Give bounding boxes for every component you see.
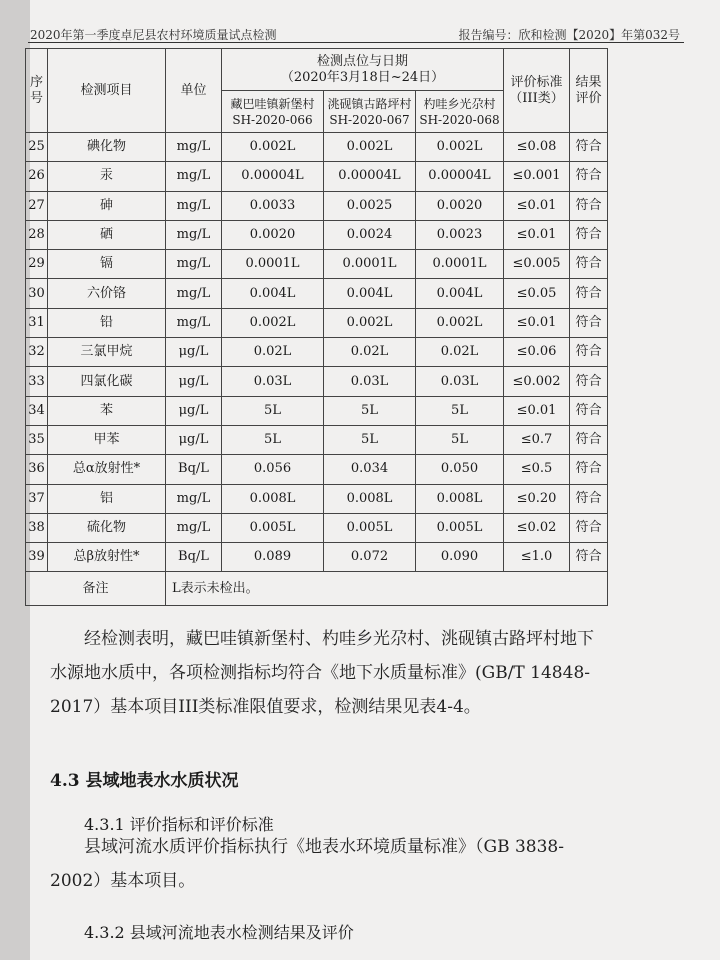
row-standard: ≤0.005	[504, 250, 570, 279]
header-group-title: 检测点位与日期	[316, 53, 408, 69]
row-site2-value: 0.0025	[324, 191, 416, 220]
row-result: 符合	[570, 425, 608, 454]
row-site2-value: 0.034	[324, 455, 416, 484]
row-site1-value: 5L	[222, 396, 324, 425]
row-unit: μg/L	[166, 338, 222, 367]
row-result: 符合	[570, 367, 608, 396]
row-site3-value: 0.090	[416, 543, 504, 572]
row-seq: 29	[26, 250, 48, 279]
row-standard: ≤0.002	[504, 367, 570, 396]
row-result: 符合	[570, 162, 608, 191]
page-header	[30, 22, 680, 44]
row-site1-value: 0.02L	[222, 338, 324, 367]
table-row	[26, 367, 608, 396]
row-site1-value: 0.008L	[222, 484, 324, 513]
header-site-1: 藏巴哇镇新堡村SH-2020-066	[222, 91, 324, 133]
water-quality-table	[25, 48, 608, 606]
row-item: 铝	[48, 484, 166, 513]
report-number: 报告编号：欣和检测【2020】年第032号	[458, 28, 680, 42]
row-item: 三氯甲烷	[48, 338, 166, 367]
row-unit: mg/L	[166, 484, 222, 513]
row-site1-value: 0.0001L	[222, 250, 324, 279]
row-site3-value: 0.002L	[416, 308, 504, 337]
row-seq: 36	[26, 455, 48, 484]
table-row	[26, 162, 608, 191]
row-seq: 25	[26, 133, 48, 162]
table-row	[26, 308, 608, 337]
section-heading-4-3-2: 4.3.2 县域河流地表水检测结果及评价	[84, 923, 354, 942]
table-row	[26, 220, 608, 249]
row-unit: μg/L	[166, 367, 222, 396]
row-result: 符合	[570, 133, 608, 162]
row-site1-value: 0.005L	[222, 513, 324, 542]
standard-paragraph-text: 县域河流水质评价指标执行《地表水环境质量标准》（GB 3838-2002）基本项目。	[50, 837, 564, 891]
row-item: 镉	[48, 250, 166, 279]
row-site3-value: 0.00004L	[416, 162, 504, 191]
section-heading-4-3-1: 4.3.1 评价指标和评价标准	[84, 815, 274, 834]
row-result: 符合	[570, 279, 608, 308]
row-unit: mg/L	[166, 308, 222, 337]
row-item: 碘化物	[48, 133, 166, 162]
row-unit: mg/L	[166, 133, 222, 162]
row-site3-value: 0.004L	[416, 279, 504, 308]
row-site2-value: 0.0024	[324, 220, 416, 249]
table-row	[26, 543, 608, 572]
row-unit: mg/L	[166, 162, 222, 191]
row-seq: 31	[26, 308, 48, 337]
standard-paragraph	[50, 830, 610, 898]
row-result: 符合	[570, 338, 608, 367]
row-item: 四氯化碳	[48, 367, 166, 396]
row-standard: ≤0.08	[504, 133, 570, 162]
header-item: 检测项目	[48, 49, 166, 133]
row-item: 砷	[48, 191, 166, 220]
row-site2-value: 0.072	[324, 543, 416, 572]
table-row	[26, 133, 608, 162]
table-row	[26, 484, 608, 513]
row-site2-value: 5L	[324, 396, 416, 425]
row-standard: ≤0.01	[504, 396, 570, 425]
conclusion-paragraph: 经检测表明，藏巴哇镇新堡村、杓哇乡光尕村、洮砚镇古路坪村地下水源地水质中，各项检测指标均符合《地下水质量标准》(GB/T 14848-2017）基本项目III类标准限值要求，检测结果见表4-4。	[50, 629, 594, 717]
row-item: 硒	[48, 220, 166, 249]
table-row	[26, 513, 608, 542]
row-seq: 28	[26, 220, 48, 249]
row-site1-value: 0.0020	[222, 220, 324, 249]
row-site2-value: 5L	[324, 425, 416, 454]
row-unit: Bq/L	[166, 543, 222, 572]
row-site3-value: 0.050	[416, 455, 504, 484]
row-site1-value: 0.056	[222, 455, 324, 484]
row-site1-value: 0.002L	[222, 133, 324, 162]
row-item: 铅	[48, 308, 166, 337]
row-site3-value: 0.0001L	[416, 250, 504, 279]
row-site1-value: 0.03L	[222, 367, 324, 396]
header-standard: 评价标准（III类）	[504, 49, 570, 133]
row-site2-value: 0.004L	[324, 279, 416, 308]
row-result: 符合	[570, 308, 608, 337]
row-site3-value: 0.03L	[416, 367, 504, 396]
row-item: 苯	[48, 396, 166, 425]
table-row	[26, 191, 608, 220]
header-title: 2020年第一季度卓尼县农村环境质量试点检测	[30, 28, 277, 42]
row-seq: 38	[26, 513, 48, 542]
row-seq: 30	[26, 279, 48, 308]
row-site1-value: 0.0033	[222, 191, 324, 220]
row-site2-value: 0.0001L	[324, 250, 416, 279]
row-standard: ≤0.01	[504, 220, 570, 249]
row-seq: 33	[26, 367, 48, 396]
header-group-date: （2020年3月18日~24日）	[280, 69, 445, 85]
row-result: 符合	[570, 250, 608, 279]
row-unit: μg/L	[166, 425, 222, 454]
row-site3-value: 0.005L	[416, 513, 504, 542]
row-site2-value: 0.005L	[324, 513, 416, 542]
row-site1-value: 0.089	[222, 543, 324, 572]
row-unit: mg/L	[166, 191, 222, 220]
row-unit: mg/L	[166, 250, 222, 279]
row-unit: mg/L	[166, 513, 222, 542]
row-standard: ≤0.001	[504, 162, 570, 191]
header-seq: 序号	[26, 49, 48, 133]
header-sites-group	[222, 49, 504, 91]
row-site3-value: 0.02L	[416, 338, 504, 367]
row-seq: 27	[26, 191, 48, 220]
row-standard: ≤0.20	[504, 484, 570, 513]
header-result: 结果评价	[570, 49, 608, 133]
row-site2-value: 0.00004L	[324, 162, 416, 191]
row-unit: μg/L	[166, 396, 222, 425]
row-seq: 32	[26, 338, 48, 367]
note-label: 备注	[26, 572, 166, 606]
table-row	[26, 279, 608, 308]
table-row	[26, 396, 608, 425]
row-standard: ≤0.02	[504, 513, 570, 542]
row-site2-value: 0.008L	[324, 484, 416, 513]
note-text: L表示未检出。	[166, 572, 608, 606]
row-seq: 39	[26, 543, 48, 572]
row-item: 汞	[48, 162, 166, 191]
row-result: 符合	[570, 484, 608, 513]
row-result: 符合	[570, 543, 608, 572]
row-site1-value: 0.002L	[222, 308, 324, 337]
row-standard: ≤1.0	[504, 543, 570, 572]
row-standard: ≤0.06	[504, 338, 570, 367]
row-unit: Bq/L	[166, 455, 222, 484]
section-heading-4-3: 4.3 县域地表水水质状况	[50, 771, 239, 791]
row-site3-value: 0.0023	[416, 220, 504, 249]
row-site2-value: 0.002L	[324, 133, 416, 162]
row-standard: ≤0.01	[504, 191, 570, 220]
row-seq: 26	[26, 162, 48, 191]
row-result: 符合	[570, 396, 608, 425]
row-item: 硫化物	[48, 513, 166, 542]
row-item: 总α放射性*	[48, 455, 166, 484]
row-standard: ≤0.5	[504, 455, 570, 484]
table-row	[26, 250, 608, 279]
table-row	[26, 455, 608, 484]
row-unit: mg/L	[166, 279, 222, 308]
row-seq: 34	[26, 396, 48, 425]
row-item: 六价铬	[48, 279, 166, 308]
row-result: 符合	[570, 191, 608, 220]
row-site3-value: 5L	[416, 425, 504, 454]
row-seq: 37	[26, 484, 48, 513]
row-site3-value: 0.002L	[416, 133, 504, 162]
row-result: 符合	[570, 513, 608, 542]
row-site3-value: 0.008L	[416, 484, 504, 513]
row-site1-value: 0.00004L	[222, 162, 324, 191]
header-unit: 单位	[166, 49, 222, 133]
row-site2-value: 0.03L	[324, 367, 416, 396]
row-standard: ≤0.05	[504, 279, 570, 308]
header-site-2: 洮砚镇古路坪村SH-2020-067	[324, 91, 416, 133]
row-item: 甲苯	[48, 425, 166, 454]
row-item: 总β放射性*	[48, 543, 166, 572]
row-site1-value: 0.004L	[222, 279, 324, 308]
row-result: 符合	[570, 455, 608, 484]
table-body	[26, 133, 608, 572]
row-unit: mg/L	[166, 220, 222, 249]
table-row	[26, 338, 608, 367]
row-standard: ≤0.01	[504, 308, 570, 337]
row-seq: 35	[26, 425, 48, 454]
row-standard: ≤0.7	[504, 425, 570, 454]
row-site3-value: 5L	[416, 396, 504, 425]
row-result: 符合	[570, 220, 608, 249]
row-site2-value: 0.002L	[324, 308, 416, 337]
header-divider	[28, 42, 684, 43]
table-row	[26, 425, 608, 454]
row-site1-value: 5L	[222, 425, 324, 454]
row-site3-value: 0.0020	[416, 191, 504, 220]
header-site-3: 杓哇乡光尕村SH-2020-068	[416, 91, 504, 133]
row-site2-value: 0.02L	[324, 338, 416, 367]
